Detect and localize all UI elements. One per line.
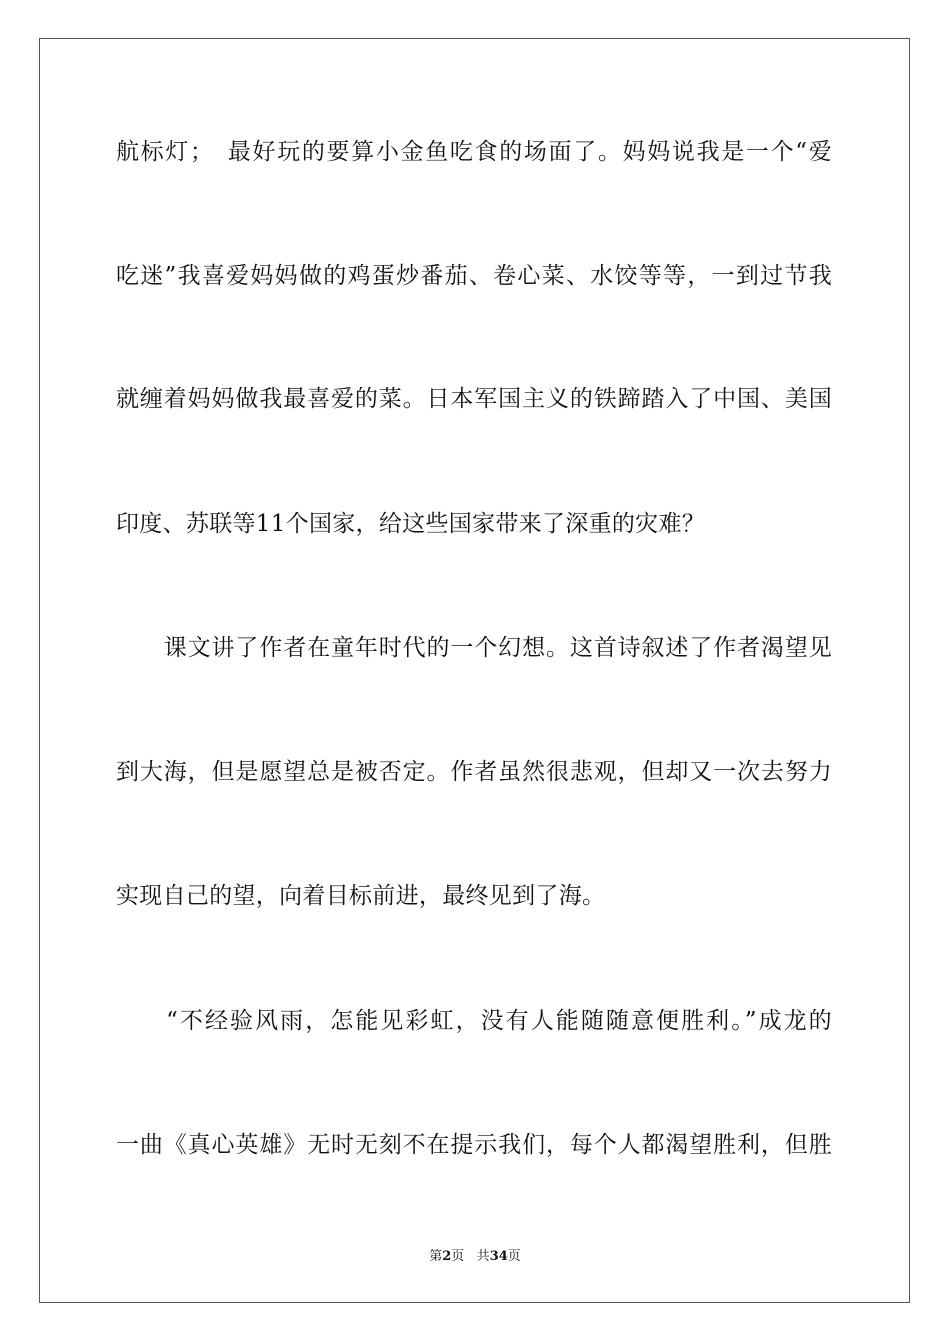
text-line-6: 到大海，但是愿望总是被否定。作者虽然很悲观，但却又一次去努力: [116, 759, 832, 785]
page-footer: [0, 1248, 950, 1266]
footer-total-suffix: 页: [507, 1249, 521, 1264]
footer-total-number: 34: [489, 1249, 508, 1264]
text-line-2: 吃迷”我喜爱妈妈做的鸡蛋炒番茄、卷心菜、水饺等等，一到过节我: [116, 263, 832, 289]
text-line-3: 就缠着妈妈做我最喜爱的菜。日本军国主义的铁蹄踏入了中国、美国: [116, 386, 832, 412]
text-line-7: 实现自己的望，向着目标前进，最终见到了海。: [116, 883, 606, 909]
text-line-5: 课文讲了作者在童年时代的一个幻想。这首诗叙述了作者渴望见: [116, 635, 832, 661]
page-border: [39, 38, 910, 1303]
footer-page-prefix: 第: [429, 1249, 443, 1264]
footer-total-prefix: 共: [476, 1249, 490, 1264]
footer-page-suffix: 页: [451, 1249, 465, 1264]
text-line-4: 印度、苏联等11个国家，给这些国家带来了深重的灾难？: [116, 511, 706, 537]
text-line-9: 一曲《真心英雄》无时无刻不在提示我们，每个人都渴望胜利，但胜: [116, 1132, 832, 1158]
footer-page-number: 2: [442, 1249, 452, 1264]
text-line-1: 航标灯； 最好玩的要算小金鱼吃食的场面了。妈妈说我是一个“爱: [116, 139, 832, 165]
text-line-8: “不经验风雨，怎能见彩虹，没有人能随随意便胜利。”成龙的: [116, 1008, 832, 1034]
